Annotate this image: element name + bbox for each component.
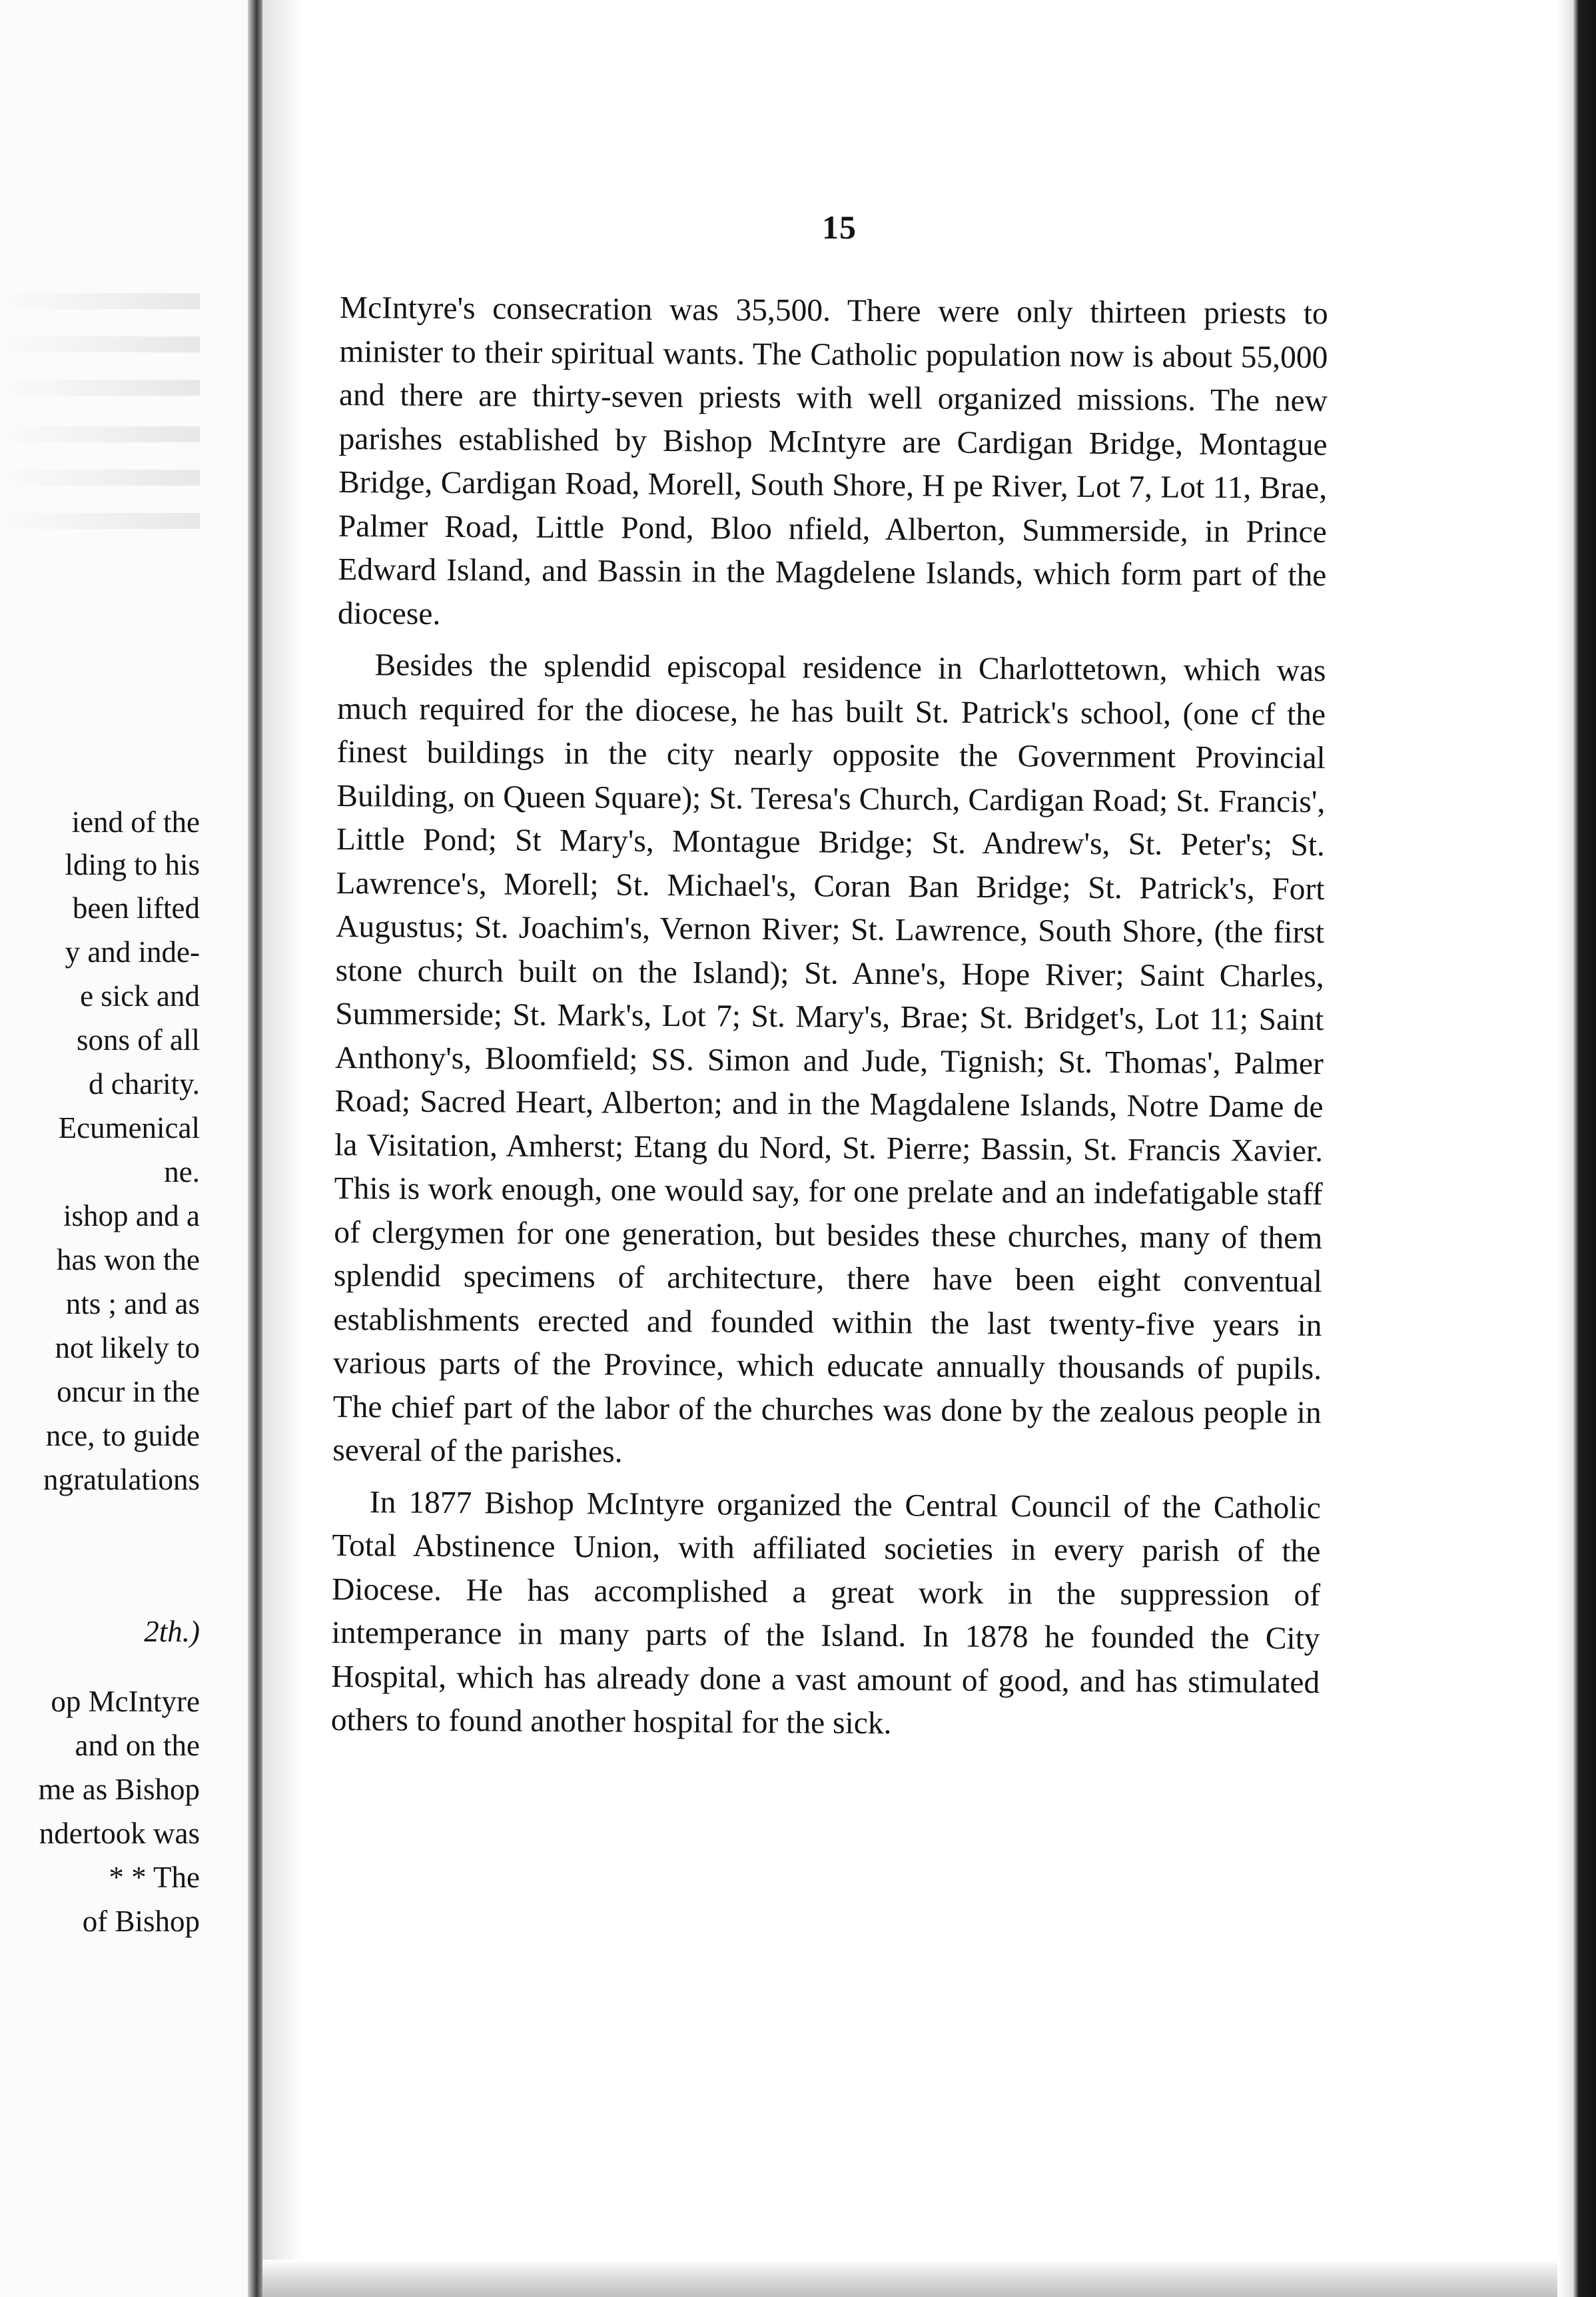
faded-text-line [0,380,200,396]
facing-page-line: nts ; and as [65,1287,200,1320]
facing-page-line: lding to his [65,848,200,881]
facing-page-line: ngratulations [43,1463,200,1496]
faded-text-line [0,426,200,442]
facing-page-line: op McIntyre [51,1685,200,1718]
facing-page-line: y and inde- [65,935,200,969]
facing-page-line: not likely to [55,1331,200,1364]
gutter-shadow [262,0,302,2297]
facing-page-line: * * The [109,1861,200,1894]
facing-page-line: e sick and [80,979,200,1013]
body-text [331,286,1328,1757]
facing-page-line: Ecumenical [58,1111,200,1145]
facing-page-line: nce, to guide [45,1419,200,1452]
facing-page-line: ishop and a [63,1199,200,1232]
facing-page-line: has won the [57,1243,200,1276]
book-gutter [248,0,262,2297]
faded-text-line [0,336,200,352]
faded-text-line [0,470,200,486]
facing-page-line: iend of the [71,805,200,839]
facing-page-line: me as Bishop [38,1773,200,1806]
page-number: 15 [822,209,857,246]
facing-page-line: oncur in the [57,1375,200,1408]
faded-text-line [0,513,200,529]
facing-page-line: sons of all [77,1023,200,1057]
facing-page-line: ndertook was [39,1817,200,1850]
facing-page-line: ne. [164,1155,200,1188]
paragraph: Besides the splendid episcopal residence in Charlottetown, which was much required for the diocese, he has built St. Patrick's school, (one cf the finest buildings in the city nearly opposite the Government Provincial Building, on Queen Square); St. Teresa's Church, Cardigan Road; St. Francis', Little Pond; St Mary's, Montague Bridge; St. Andrew's, St. Peter's; St. Lawrence's, Morell; St. Michael's, Coran Ban Bridge; St. Patrick's, Fort Augustus; St. Joachim's, Vernon River; St. Lawrence, South Shore, (the first stone church built on the Island); St. Anne's, Hope River; Saint Charles, Summerside; St. Mark's, Lot 7; St. Mary's, Brae; St. Bridget's, Lot 11; Saint Anthony's, Bloomfield; SS. Simon and Jude, Tignish; St. Thomas', Palmer Road; Sacred Heart, Alberton; and in the Magdalene Islands, Notre Dame de la Visitation, Amherst; Etang du Nord, St. Pierre; Bassin, St. Francis Xavier. This is work enough, one would say, for one prelate and an indefatigable staff of clergymen for one generation, but besides these churches, many of them splendid specimens of architecture, there have been eight conventual establishments erected and founded within the last twenty-five years in various parts of the Province, which educate annually thousands of pupils. The chief part of the labor of the churches was done by the zealous people in several of the parishes. [332,648,1326,1470]
paragraph: In 1877 Bishop McIntyre organized the Central Council of the Catholic Total Abstinence Union, with affiliated societies in every parish of the Diocese. He has accomplished a great work in the suppression of intemperance in many parts of the Island. In 1878 he founded the City Hospital, which has already done a vast amount of good, and has stimulated others to found another hospital for the sick. [330,1484,1321,1741]
facing-page-line: of Bishop [82,1905,200,1938]
page-bottom-edge [262,2260,1557,2297]
facing-page-fragment [0,0,248,2297]
facing-page-line: been lifted [72,891,200,925]
facing-page-line: 2th.) [144,1615,200,1648]
faded-text-line [0,293,200,309]
page-edge [1557,0,1596,2297]
facing-page-line: and on the [75,1729,200,1762]
paragraph: McIntyre's consecration was 35,500. There were only thirteen priests to minister to their spiritual wants. The Catholic population now is about 55,000 and there are thirty-seven priests with well organized missions. The new parishes established by Bishop McIntyre are Cardigan Bridge, Montague Bridge, Cardigan Road, Morell, South Shore, H pe River, Lot 7, Lot 11, Brae, Palmer Road, Little Pond, Bloo nfield, Alberton, Summerside, in Prince Edward Island, and Bassin in the Magdelene Islands, which form part of the diocese. [337,290,1328,632]
facing-page-line: d charity. [88,1067,200,1101]
